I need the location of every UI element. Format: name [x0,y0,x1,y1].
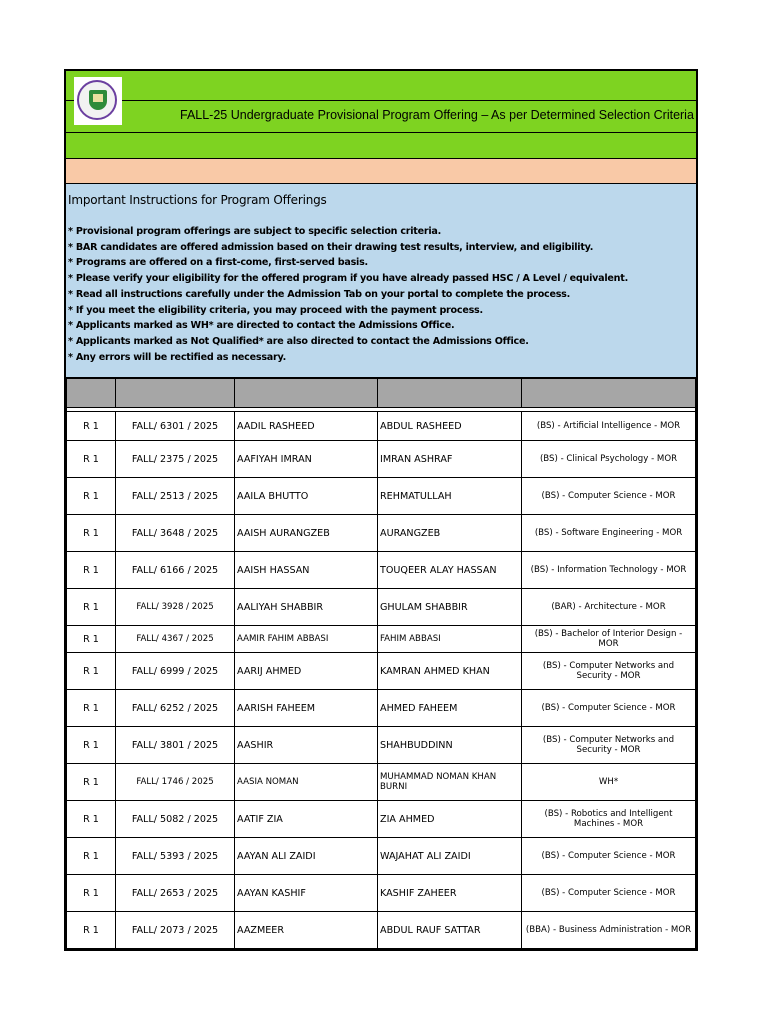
applicant-name-cell: AARIJ AHMED [235,653,378,690]
table-row [67,441,696,478]
father-name-cell: ZIA AHMED [378,801,522,838]
applicant-name-cell: AASHIR [235,727,378,764]
table-row [67,589,696,626]
father-name-cell: MUHAMMAD NOMAN KHAN BURNI [378,764,522,801]
header-cell [522,379,696,408]
header-cell [378,379,522,408]
instruction-line: * Provisional program offerings are subject to specific selection criteria. [68,226,442,237]
round-cell: R 1 [67,764,116,801]
reference-cell: FALL/ 2653 / 2025 [116,875,235,912]
instruction-line: * Please verify your eligibility for the offered program if you have already passed HSC / A Level / equivalent. [68,273,628,285]
table-row [67,875,696,912]
applicant-name-cell: AAYAN KASHIF [235,875,378,912]
program-cell: (BS) - Information Technology - MOR [522,552,696,589]
header-band-top [66,71,696,101]
reference-cell: FALL/ 2073 / 2025 [116,912,235,949]
table-row [67,690,696,727]
instruction-line: * If you meet the eligibility criteria, you may proceed with the payment process. [68,304,483,316]
reference-cell: FALL/ 4367 / 2025 [116,626,235,653]
father-name-cell: ABDUL RAUF SATTAR [378,912,522,949]
instruction-line: * BAR candidates are offered admission based on their drawing test results, interview, and eligibility. [68,241,594,253]
program-cell: (BS) - Software Engineering - MOR [522,515,696,552]
program-cell: (BS) - Computer Science - MOR [522,478,696,515]
round-cell: R 1 [67,515,116,552]
round-cell: R 1 [67,875,116,912]
peach-band [66,159,696,184]
reference-cell: FALL/ 3648 / 2025 [116,515,235,552]
father-name-cell: ABDUL RASHEED [378,412,522,441]
program-cell: (BS) - Computer Networks and Security - MOR [522,727,696,764]
program-cell: (BAR) - Architecture - MOR [522,589,696,626]
table-row [67,764,696,801]
applicant-name-cell: AAILA BHUTTO [235,478,378,515]
round-cell: R 1 [67,626,116,653]
father-name-cell: KAMRAN AHMED KHAN [378,653,522,690]
reference-cell: FALL/ 5393 / 2025 [116,838,235,875]
table-row [67,653,696,690]
header-band-blank [66,133,696,159]
reference-cell: FALL/ 1746 / 2025 [116,764,235,801]
instructions-heading: Important Instructions for Program Offerings [68,193,327,207]
applicant-name-cell: AAFIYAH IMRAN [235,441,378,478]
program-cell: (BS) - Computer Science - MOR [522,690,696,727]
instructions-panel [66,184,696,378]
round-cell: R 1 [67,912,116,949]
university-logo [74,77,122,125]
header-cell [235,379,378,408]
offerings-table [66,378,696,949]
father-name-cell: REHMATULLAH [378,478,522,515]
logo-book-icon [93,94,103,102]
header-cell [67,379,116,408]
program-cell: (BS) - Computer Science - MOR [522,838,696,875]
round-cell: R 1 [67,727,116,764]
father-name-cell: AHMED FAHEEM [378,690,522,727]
instruction-line: * Any errors will be rectified as necessary. [68,351,287,363]
applicant-name-cell: AATIF ZIA [235,801,378,838]
reference-cell: FALL/ 2513 / 2025 [116,478,235,515]
reference-cell: FALL/ 6252 / 2025 [116,690,235,727]
reference-cell: FALL/ 3801 / 2025 [116,727,235,764]
round-cell: R 1 [67,589,116,626]
round-cell: R 1 [67,552,116,589]
applicant-name-cell: AASIA NOMAN [235,764,378,801]
reference-cell: FALL/ 5082 / 2025 [116,801,235,838]
applicant-name-cell: AAZMEER [235,912,378,949]
table-row [67,838,696,875]
father-name-cell: TOUQEER ALAY HASSAN [378,552,522,589]
round-cell: R 1 [67,478,116,515]
applicant-name-cell: AAMIR FAHIM ABBASI [235,626,378,653]
applicant-name-cell: AAISH AURANGZEB [235,515,378,552]
reference-cell: FALL/ 3928 / 2025 [116,589,235,626]
page-title: FALL-25 Undergraduate Provisional Program Offering – As per Determined Selection Criteria [180,108,694,122]
applicant-name-cell: AADIL RASHEED [235,412,378,441]
father-name-cell: FAHIM ABBASI [378,626,522,653]
program-cell: (BBA) - Business Administration - MOR [522,912,696,949]
instruction-line: * Programs are offered on a first-come, first-served basis. [68,257,368,269]
table-row [67,515,696,552]
program-cell: (BS) - Robotics and Intelligent Machines - MOR [522,801,696,838]
program-cell: (BS) - Computer Science - MOR [522,875,696,912]
program-cell: (BS) - Artificial Intelligence - MOR [522,412,696,441]
header-cell [116,379,235,408]
table-row [67,912,696,949]
applicant-name-cell: AAISH HASSAN [235,552,378,589]
father-name-cell: KASHIF ZAHEER [378,875,522,912]
reference-cell: FALL/ 6166 / 2025 [116,552,235,589]
table-row [67,412,696,441]
table-row [67,727,696,764]
table-row [67,478,696,515]
offering-sheet [64,69,698,951]
applicant-name-cell: AARISH FAHEEM [235,690,378,727]
father-name-cell: WAJAHAT ALI ZAIDI [378,838,522,875]
table-row [67,801,696,838]
round-cell: R 1 [67,653,116,690]
instruction-line: * Read all instructions carefully under the Admission Tab on your portal to complete the process. [68,288,571,300]
round-cell: R 1 [67,441,116,478]
table-body [67,412,696,949]
father-name-cell: SHAHBUDDINN [378,727,522,764]
program-cell: (BS) - Clinical Psychology - MOR [522,441,696,478]
instruction-line: * Applicants marked as Not Qualified* are also directed to contact the Admissions Office. [68,335,529,347]
father-name-cell: AURANGZEB [378,515,522,552]
round-cell: R 1 [67,801,116,838]
table-row [67,552,696,589]
title-row [66,101,696,133]
father-name-cell: GHULAM SHABBIR [378,589,522,626]
round-cell: R 1 [67,838,116,875]
applicant-name-cell: AAYAN ALI ZAIDI [235,838,378,875]
table-header-row [67,379,696,408]
table-row [67,626,696,653]
program-cell: WH* [522,764,696,801]
round-cell: R 1 [67,690,116,727]
father-name-cell: IMRAN ASHRAF [378,441,522,478]
round-cell: R 1 [67,412,116,441]
reference-cell: FALL/ 2375 / 2025 [116,441,235,478]
reference-cell: FALL/ 6301 / 2025 [116,412,235,441]
applicant-name-cell: AALIYAH SHABBIR [235,589,378,626]
reference-cell: FALL/ 6999 / 2025 [116,653,235,690]
program-cell: (BS) - Computer Networks and Security - MOR [522,653,696,690]
program-cell: (BS) - Bachelor of Interior Design - MOR [522,626,696,653]
instruction-line: * Applicants marked as WH* are directed to contact the Admissions Office. [68,320,455,332]
